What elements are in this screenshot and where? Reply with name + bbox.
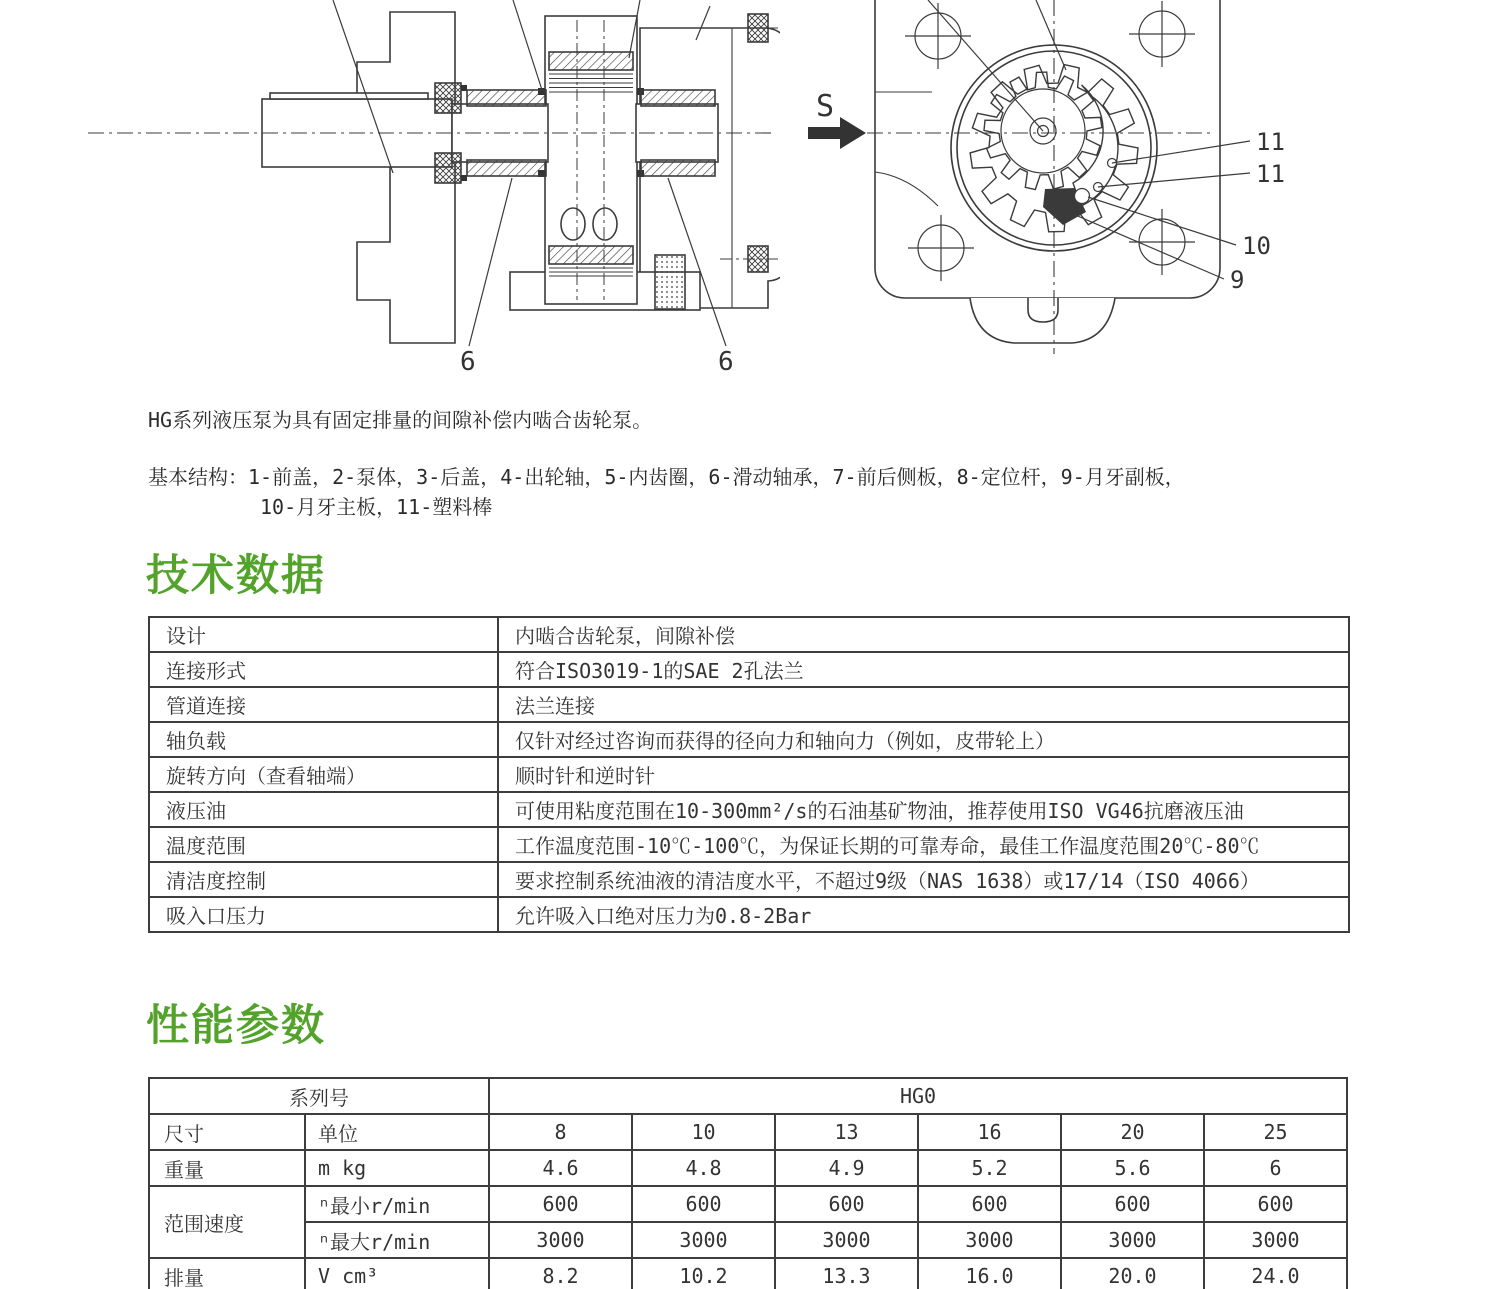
spec-value: 工作温度范围-10℃-100℃，为保证长期的可靠寿命，最佳工作温度范围20℃-80℃ <box>498 827 1349 862</box>
displacement-value: 13.3 <box>775 1258 918 1289</box>
speed-range-label: 范围速度 <box>149 1186 305 1258</box>
size-header-row <box>149 1114 1347 1150</box>
label-11-upper: 11 <box>1256 128 1285 156</box>
tech-data-table <box>148 616 1350 933</box>
shaft-seal <box>435 83 461 113</box>
weight-value: 4.9 <box>775 1150 918 1186</box>
label-9: 9 <box>1230 266 1245 294</box>
size-value: 20 <box>1061 1114 1204 1150</box>
perf-params-title: 性能参数 <box>146 1002 326 1050</box>
speed-min-value: 600 <box>1204 1186 1347 1222</box>
structure-parts-line1: 1-前盖，2-泵体，3-后盖，4-出轮轴，5-内齿圈，6-滑动轴承，7-前后侧板，8-定位杆，9-月牙副板， <box>248 465 1185 489</box>
weight-value: 4.6 <box>489 1150 632 1186</box>
size-value: 25 <box>1204 1114 1347 1150</box>
shaft-seal <box>435 153 461 183</box>
label-10: 10 <box>1242 232 1271 260</box>
spec-row <box>149 757 1349 792</box>
spec-label: 清洁度控制 <box>149 862 498 897</box>
label-suction: S <box>816 89 835 124</box>
displacement-value: 8.2 <box>489 1258 632 1289</box>
series-value: HG0 <box>489 1078 1347 1114</box>
spec-row <box>149 897 1349 932</box>
speed-max-value: 3000 <box>918 1222 1061 1258</box>
spec-value: 仅针对经过咨询而获得的径向力和轴向力（例如，皮带轮上） <box>498 722 1349 757</box>
mounting-foot <box>970 298 1115 343</box>
displacement-row <box>149 1258 1347 1289</box>
weight-value: 5.2 <box>918 1150 1061 1186</box>
speed-min-unit: ⁿ最小r/min <box>305 1186 489 1222</box>
label-11-lower: 11 <box>1256 160 1285 188</box>
size-value: 10 <box>632 1114 775 1150</box>
speed-max-row <box>149 1222 1347 1258</box>
sliding-bearing <box>467 90 546 106</box>
speed-max-value: 3000 <box>632 1222 775 1258</box>
displacement-value: 24.0 <box>1204 1258 1347 1289</box>
speed-max-value: 3000 <box>1061 1222 1204 1258</box>
pump-front-view-diagram <box>800 0 1300 362</box>
speed-max-value: 3000 <box>775 1222 918 1258</box>
displacement-value: 16.0 <box>918 1258 1061 1289</box>
sliding-bearing <box>467 160 546 176</box>
spec-row <box>149 617 1349 652</box>
unit-label: 单位 <box>305 1114 489 1150</box>
spec-row <box>149 652 1349 687</box>
label-6-left: 6 <box>460 347 476 377</box>
size-label: 尺寸 <box>149 1114 305 1150</box>
ball-bearing <box>593 208 617 240</box>
speed-max-value: 3000 <box>1204 1222 1347 1258</box>
displacement-value: 10.2 <box>632 1258 775 1289</box>
speed-min-value: 600 <box>918 1186 1061 1222</box>
series-row <box>149 1078 1347 1114</box>
spec-row <box>149 792 1349 827</box>
speed-min-value: 600 <box>632 1186 775 1222</box>
spec-row <box>149 862 1349 897</box>
spec-label: 液压油 <box>149 792 498 827</box>
size-value: 16 <box>918 1114 1061 1150</box>
pump-cross-section-diagram <box>80 0 780 392</box>
stipple-plug <box>655 255 685 309</box>
spec-value: 顺时针和逆时针 <box>498 757 1349 792</box>
weight-value: 5.6 <box>1061 1150 1204 1186</box>
spec-label: 设计 <box>149 617 498 652</box>
structure-label: 基本结构： <box>148 465 248 489</box>
weight-value: 4.8 <box>632 1150 775 1186</box>
series-label: 系列号 <box>149 1078 489 1114</box>
spec-label: 轴负载 <box>149 722 498 757</box>
speed-min-value: 600 <box>1061 1186 1204 1222</box>
weight-value: 6 <box>1204 1150 1347 1186</box>
intro-line: HG系列液压泵为具有固定排量的间隙补偿内啮合齿轮泵。 <box>148 408 653 432</box>
speed-max-value: 3000 <box>489 1222 632 1258</box>
weight-label: 重量 <box>149 1150 305 1186</box>
size-value: 8 <box>489 1114 632 1150</box>
label-6-right: 6 <box>718 347 734 377</box>
spec-value: 法兰连接 <box>498 687 1349 722</box>
spec-label: 温度范围 <box>149 827 498 862</box>
spec-value: 可使用粘度范围在10-300mm²/s的石油基矿物油，推荐使用ISO VG46抗磨液压油 <box>498 792 1349 827</box>
structure-paragraph <box>148 462 1500 522</box>
spec-label: 旋转方向（查看轴端） <box>149 757 498 792</box>
speed-min-value: 600 <box>489 1186 632 1222</box>
weight-unit: m kg <box>305 1150 489 1186</box>
sliding-bearing <box>641 90 715 106</box>
ball-bearing <box>561 208 585 240</box>
spec-row <box>149 722 1349 757</box>
spec-value: 允许吸入口绝对压力为0.8-2Bar <box>498 897 1349 932</box>
displacement-unit: V cm³ <box>305 1258 489 1289</box>
spec-row <box>149 827 1349 862</box>
size-value: 13 <box>775 1114 918 1150</box>
shaft-key <box>270 93 428 99</box>
pin-hole <box>1075 189 1090 204</box>
weight-row <box>149 1150 1347 1186</box>
spec-value: 要求控制系统油液的清洁度水平，不超过9级（NAS 1638）或17/14（ISO 4066） <box>498 862 1349 897</box>
spec-label: 管道连接 <box>149 687 498 722</box>
speed-min-value: 600 <box>775 1186 918 1222</box>
sliding-bearing <box>641 160 715 176</box>
structure-parts-line2: 10-月牙主板，11-塑料棒 <box>260 495 493 519</box>
spec-label: 连接形式 <box>149 652 498 687</box>
speed-min-row <box>149 1186 1347 1222</box>
spec-value: 符合ISO3019-1的SAE 2孔法兰 <box>498 652 1349 687</box>
spec-value: 内啮合齿轮泵，间隙补偿 <box>498 617 1349 652</box>
perf-params-table <box>148 1077 1348 1289</box>
spec-row <box>149 687 1349 722</box>
speed-max-unit: ⁿ最大r/min <box>305 1222 489 1258</box>
displacement-label: 排量 <box>149 1258 305 1289</box>
spec-label: 吸入口压力 <box>149 897 498 932</box>
displacement-value: 20.0 <box>1061 1258 1204 1289</box>
tech-data-title: 技术数据 <box>146 552 326 600</box>
